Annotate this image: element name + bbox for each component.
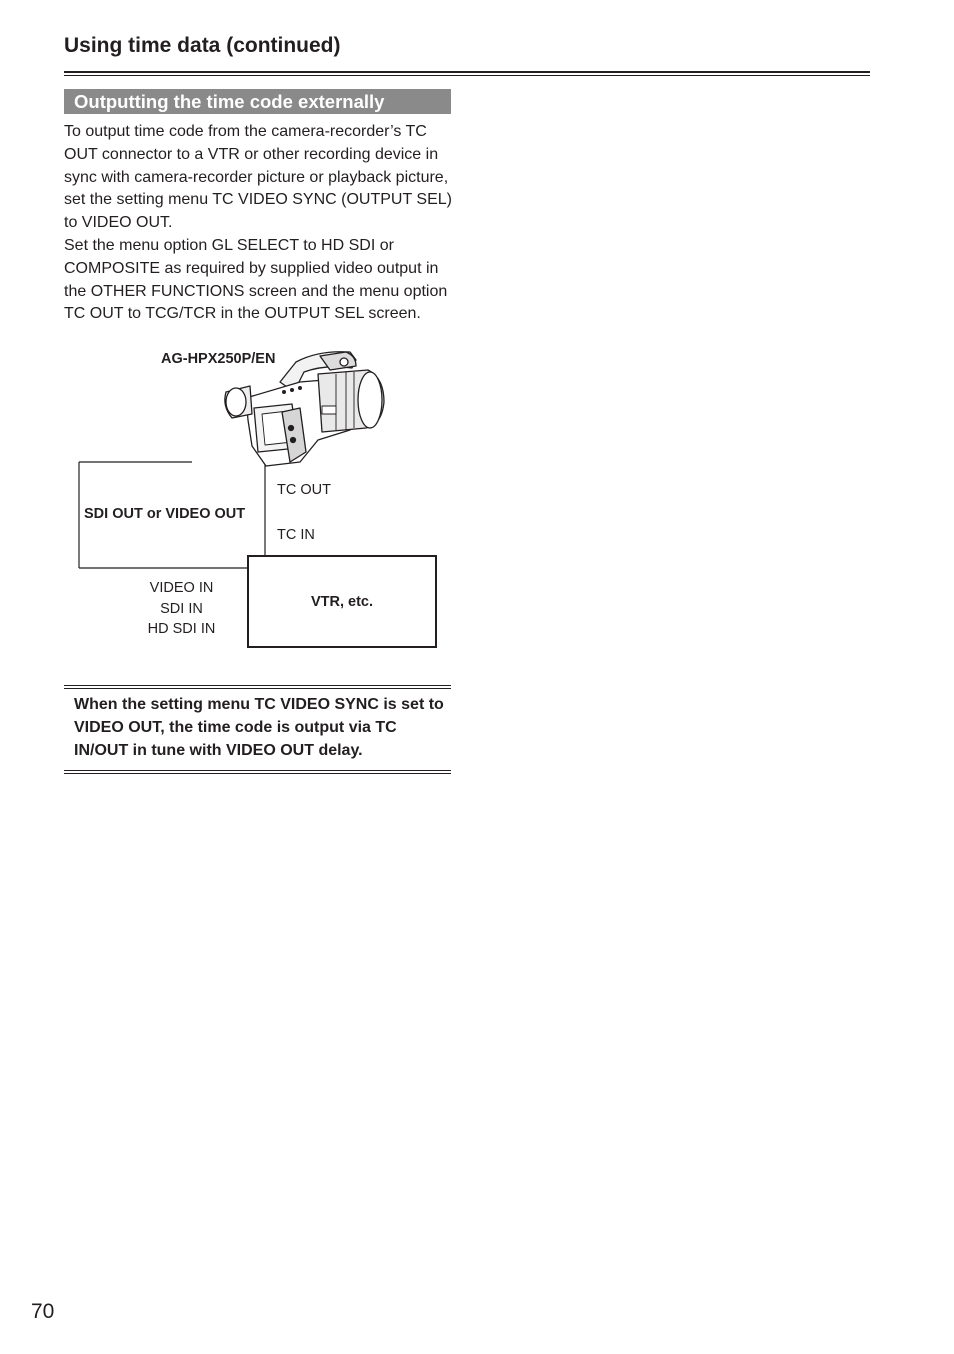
note-top-rule: [64, 685, 451, 689]
page-title: Using time data (continued): [64, 34, 341, 57]
note-block: [64, 685, 451, 774]
note-text: When the setting menu TC VIDEO SYNC is set to VIDEO OUT, the time code is output via TC IN/OUT in tune with VIDEO OUT delay.: [74, 696, 444, 759]
output-connector-label: SDI OUT or VIDEO OUT: [84, 506, 246, 522]
input-labels: [130, 578, 233, 640]
video-in-label: VIDEO IN: [149, 580, 214, 596]
hd-sdi-in-label: HD SDI IN: [147, 621, 216, 637]
body-paragraph-1: To output time code from the camera-recorder’s TC OUT connector to a VTR or other recording device in sync with camera-recorder picture or playback picture, set the setting menu TC VIDEO SYNC (OUTPUT SEL) to VIDEO OUT.: [64, 123, 452, 232]
title-double-rule: [64, 71, 870, 76]
tc-out-label: TC OUT: [277, 482, 331, 498]
vtr-label: VTR, etc.: [310, 593, 374, 610]
sdi-in-label: SDI IN: [160, 600, 203, 617]
note-bottom-rule: [64, 770, 451, 774]
vtr-device-box: [247, 555, 437, 648]
tc-in-label: TC IN: [277, 527, 315, 543]
camera-model-label: AG-HPX250P/EN: [161, 351, 276, 367]
body-paragraph-2: Set the menu option GL SELECT to HD SDI or COMPOSITE as required by supplied video output in the OTHER FUNCTIONS screen and the menu option TC OUT to TCG/TCR in the OUTPUT SEL screen.: [64, 237, 448, 323]
page-number: 70: [31, 1300, 55, 1323]
section-heading: Outputting the time code externally: [64, 89, 451, 114]
